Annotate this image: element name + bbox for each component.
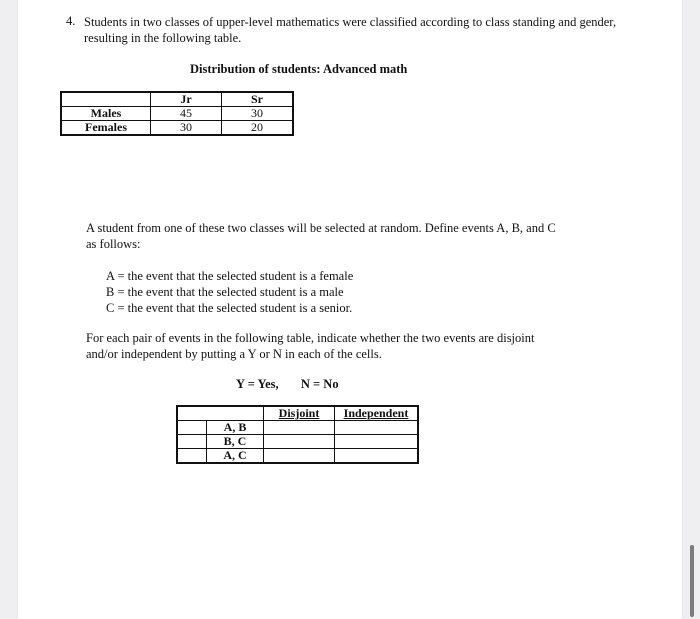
instruction-paragraph: For each pair of events in the following table, indicate whether the two events are disjoint and/or independent by putting a Y or N in each of the cells. bbox=[86, 331, 535, 361]
independent-cell[interactable] bbox=[335, 435, 419, 449]
table-row bbox=[177, 421, 418, 435]
answer-legend bbox=[236, 377, 339, 392]
table-cell: 20 bbox=[222, 121, 294, 136]
independent-cell[interactable] bbox=[335, 449, 419, 464]
legend-no: N = No bbox=[300, 377, 339, 391]
intro-paragraph: A student from one of these two classes will be selected at random. Define events A, B, and C as follows: bbox=[86, 221, 556, 251]
row-label: Males bbox=[61, 107, 151, 121]
document-page bbox=[18, 0, 682, 619]
spacer-cell bbox=[177, 449, 207, 464]
table-cell: 30 bbox=[222, 107, 294, 121]
table-row bbox=[61, 107, 293, 121]
table1-caption: Distribution of students: Advanced math bbox=[190, 62, 408, 76]
table-header-row bbox=[177, 406, 418, 421]
legend-yes: Y = Yes, bbox=[236, 377, 279, 391]
table-header-cell: Disjoint bbox=[264, 406, 335, 421]
vertical-scrollbar[interactable] bbox=[690, 545, 694, 617]
row-label: A, C bbox=[207, 449, 264, 464]
table-header-cell: Jr bbox=[151, 92, 222, 107]
row-label: Females bbox=[61, 121, 151, 136]
event-c-definition: C = the event that the selected student is a senior. bbox=[106, 301, 353, 315]
events-answer-table bbox=[176, 405, 419, 464]
table-cell: 30 bbox=[151, 121, 222, 136]
table-header-cell bbox=[61, 92, 151, 107]
table-row bbox=[177, 449, 418, 464]
table-header-cell: Independent bbox=[335, 406, 419, 421]
disjoint-cell[interactable] bbox=[264, 435, 335, 449]
row-label: B, C bbox=[207, 435, 264, 449]
row-label: A, B bbox=[207, 421, 264, 435]
event-b-definition: B = the event that the selected student is a male bbox=[106, 285, 344, 299]
event-a-definition: A = the event that the selected student is a female bbox=[106, 269, 354, 283]
spacer-cell bbox=[177, 435, 207, 449]
question-number: 4. bbox=[66, 14, 76, 28]
disjoint-cell[interactable] bbox=[264, 421, 335, 435]
table-header-row bbox=[61, 92, 293, 107]
event-definitions bbox=[106, 268, 353, 316]
table-row bbox=[177, 435, 418, 449]
disjoint-cell[interactable] bbox=[264, 449, 335, 464]
distribution-table bbox=[60, 91, 294, 136]
empty-corner-cell bbox=[177, 406, 264, 421]
independent-cell[interactable] bbox=[335, 421, 419, 435]
table-cell: 45 bbox=[151, 107, 222, 121]
table-row bbox=[61, 121, 293, 136]
spacer-cell bbox=[177, 421, 207, 435]
question-text: Students in two classes of upper-level mathematics were classified according to class standing and gender, resulting in the following table. bbox=[84, 15, 617, 45]
table-header-cell: Sr bbox=[222, 92, 294, 107]
